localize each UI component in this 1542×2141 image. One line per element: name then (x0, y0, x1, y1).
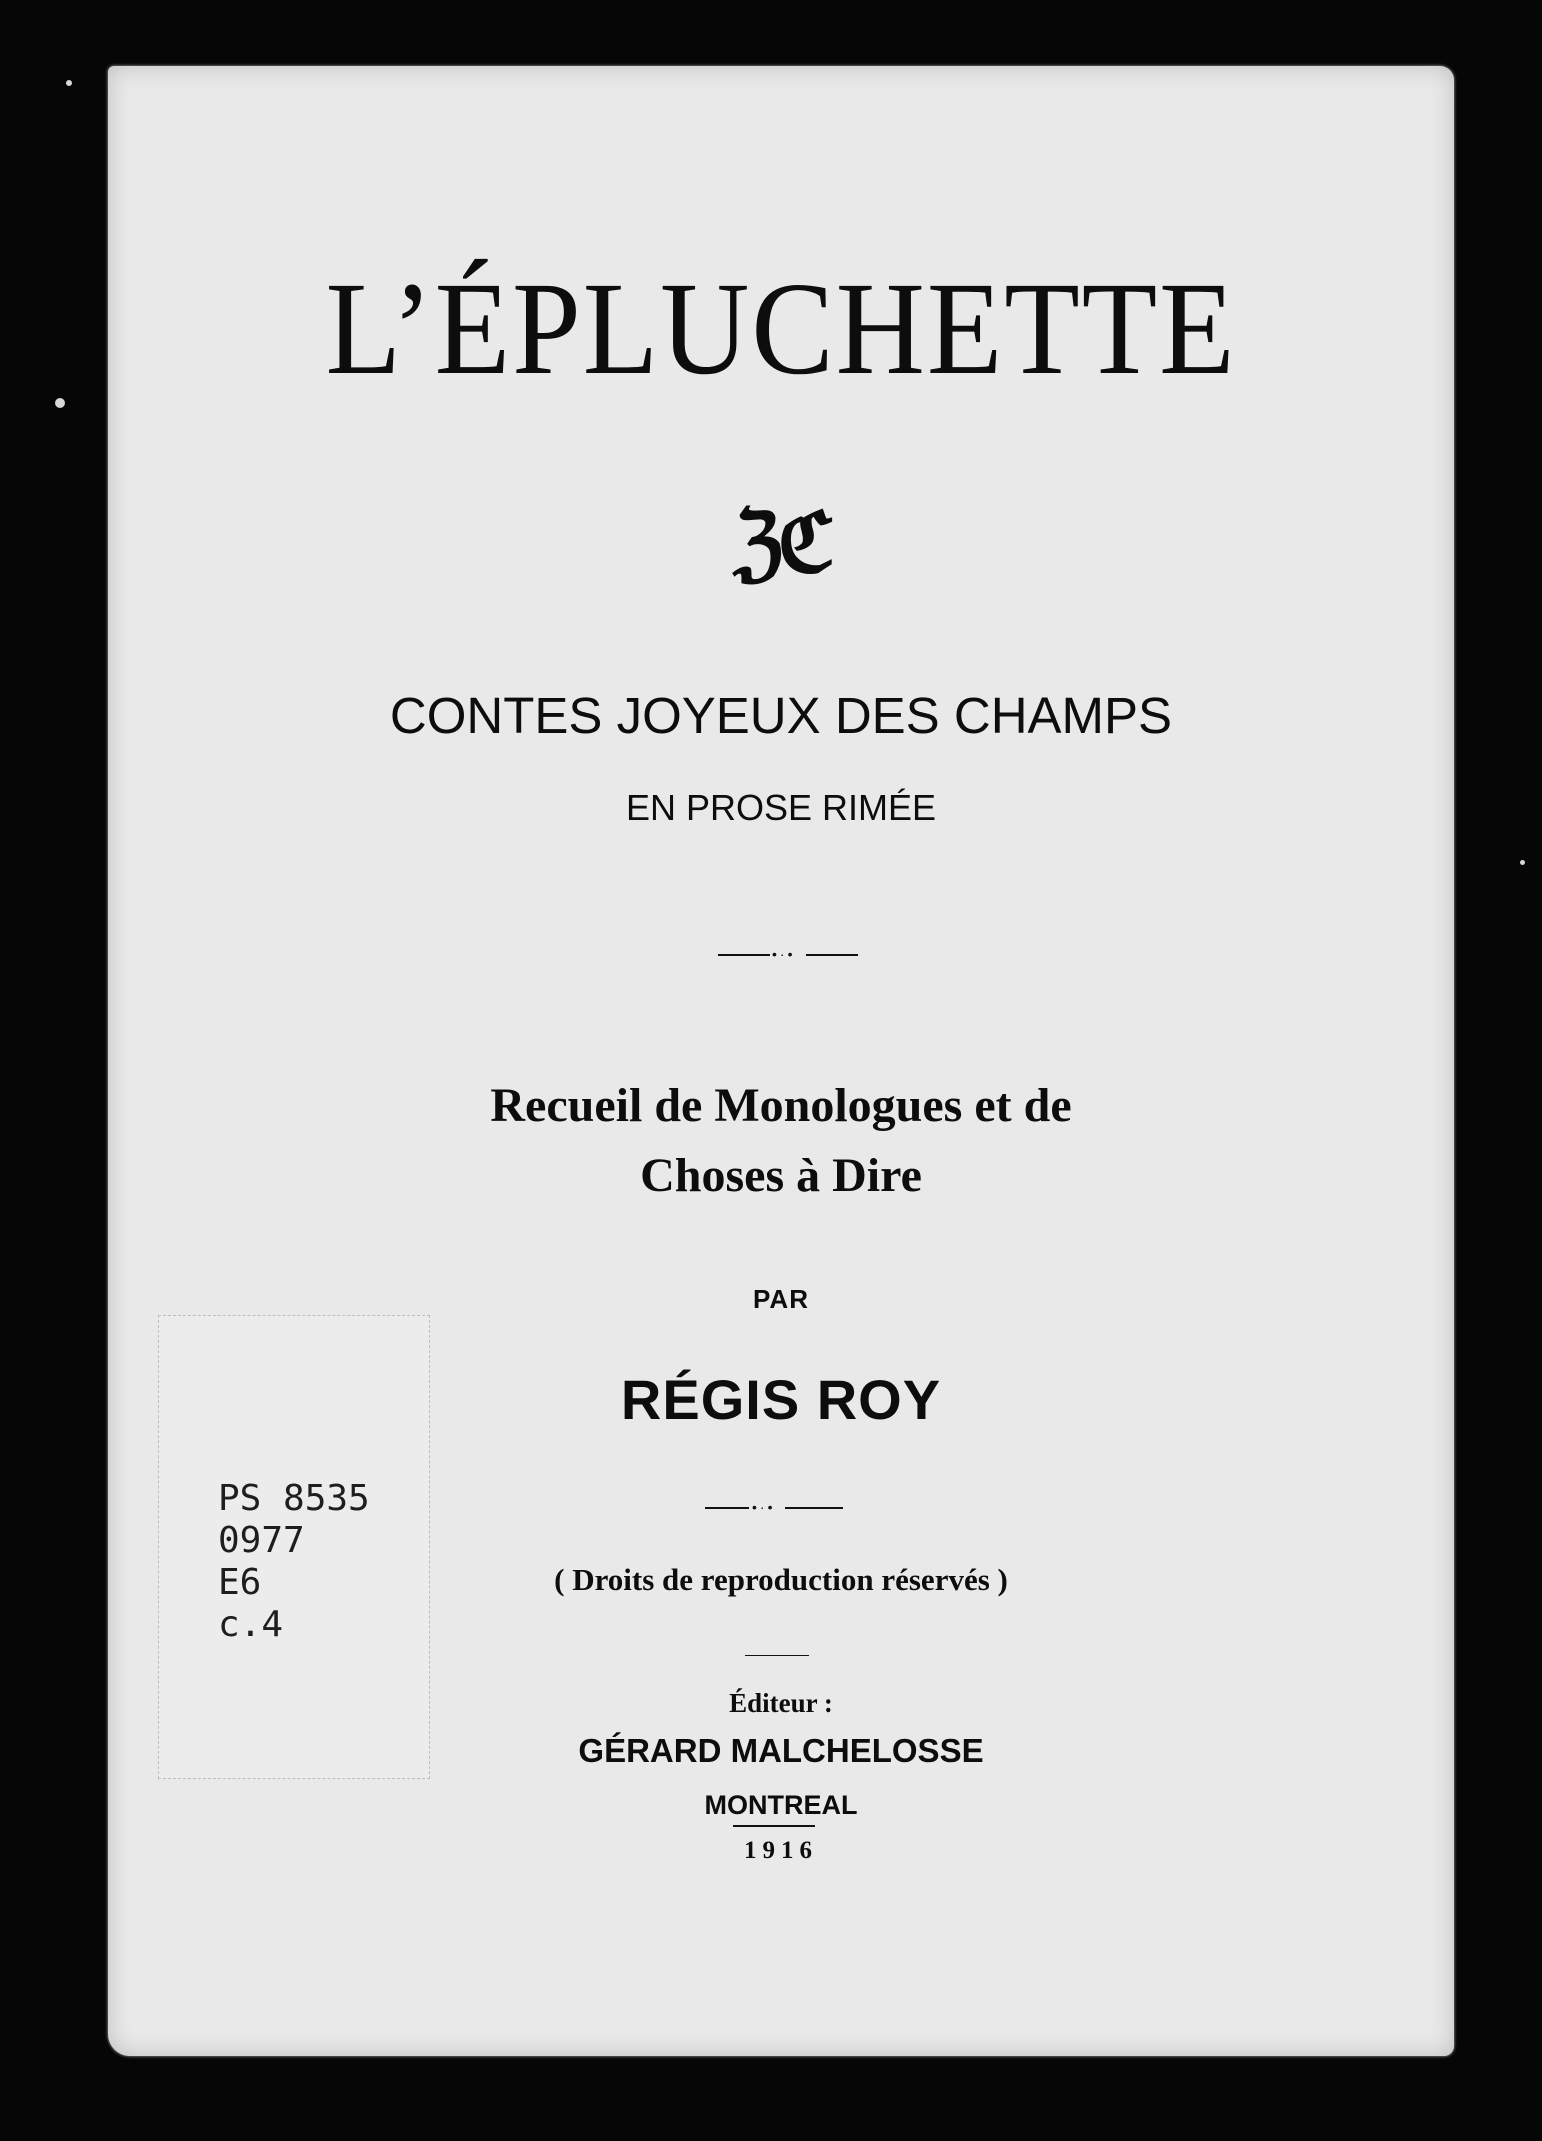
description-line-1: Recueil de Monologues et de (490, 1079, 1072, 1132)
divider-line (806, 954, 858, 956)
publisher-city: MONTREAL (704, 1790, 858, 1820)
book-title: L’ÉPLUCHETTE (325, 254, 1237, 402)
call-number-line: c.4 (218, 1604, 284, 1645)
divider-line (745, 1655, 809, 1656)
divider-line (718, 954, 770, 956)
call-number-line: 0977 (218, 1520, 305, 1561)
call-number (218, 1478, 370, 1646)
publication-year: 1916 (744, 1837, 818, 1864)
by-label: PAR (753, 1284, 809, 1314)
publisher-name: GÉRARD MALCHELOSSE (578, 1732, 984, 1769)
scan-speck (1520, 860, 1525, 865)
divider-line (785, 1507, 843, 1509)
rights-notice: ( Droits de reproduction réservés ) (554, 1562, 1008, 1597)
book-subtitle: CONTES JOYEUX DES CHAMPS (389, 687, 1173, 744)
author-name: RÉGIS ROY (620, 1368, 942, 1431)
scan-speck (55, 398, 65, 408)
description-line-2: Choses à Dire (640, 1149, 922, 1202)
book-subtitle-secondary: EN PROSE RIMÉE (625, 787, 937, 828)
call-number-line: E6 (218, 1562, 262, 1603)
divider-dots-icon: •·• (772, 946, 796, 962)
ornament-icon: ℨℭ (732, 495, 830, 591)
editor-label: Éditeur : (729, 1688, 833, 1718)
divider-line (733, 1825, 815, 1827)
divider-dots-icon: •·• (752, 1499, 776, 1515)
call-number-line: PS 8535 (218, 1478, 370, 1519)
divider-line (705, 1507, 749, 1509)
scan-speck (66, 80, 72, 86)
